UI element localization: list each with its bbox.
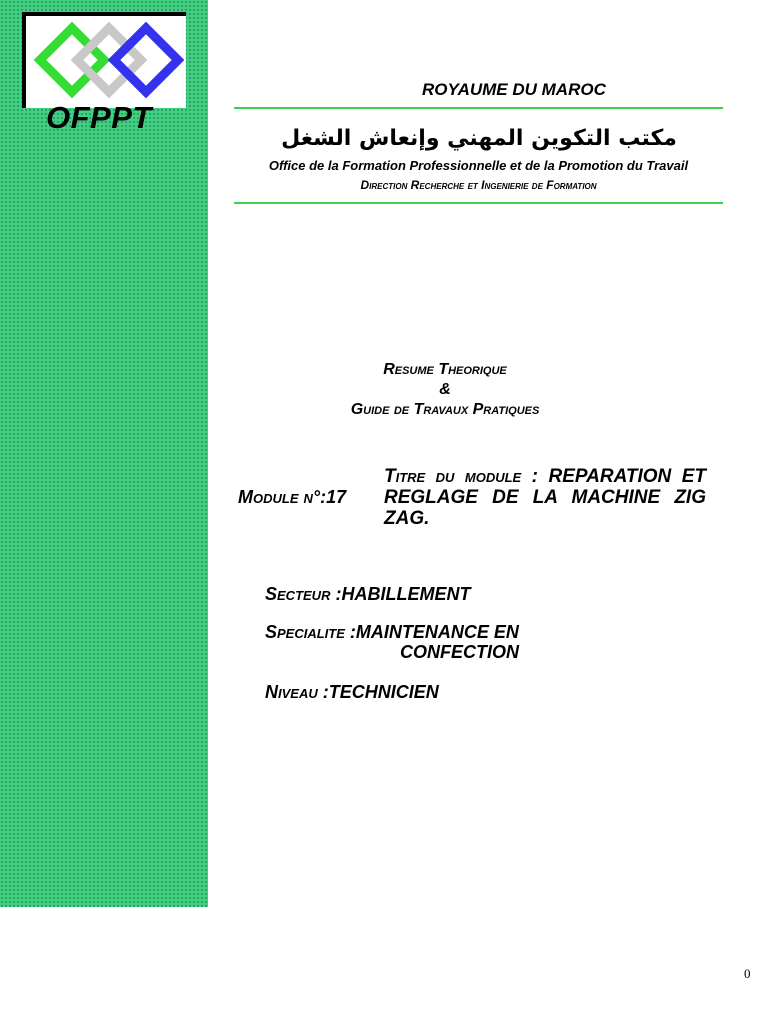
niveau-label: Niveau :: [265, 682, 329, 702]
document-type: [290, 360, 600, 420]
resume-line-2: &: [439, 381, 451, 398]
module-title-value: REPARATION ET REGLAGE DE LA MACHINE ZIG ZAG.: [384, 466, 706, 529]
header-rule-top: [234, 107, 723, 109]
ofppt-logo: [22, 12, 186, 108]
secteur-label: Secteur :: [265, 584, 342, 604]
specialite-value-continued: CONFECTION: [400, 642, 519, 662]
resume-line-1: Resume Theorique: [383, 361, 507, 378]
secteur-value: HABILLEMENT: [341, 584, 471, 604]
logo-diamonds-icon: [34, 22, 184, 100]
country-title: ROYAUME DU MAROC: [422, 80, 606, 99]
specialite-value: MAINTENANCE EN: [355, 622, 519, 642]
specialite-field: [265, 622, 519, 643]
office-name: Office de la Formation Professionnelle et de la Promotion du Travail: [268, 158, 689, 173]
header-rule-bottom: [234, 202, 723, 204]
module-title: [384, 466, 706, 529]
niveau-value: TECHNICIEN: [328, 682, 439, 702]
direction-name: Direction Recherche et Ingenierie de Formation: [360, 178, 597, 192]
specialite-label: Specialite :: [265, 622, 356, 642]
arabic-office-name: مكتب التكوين المهني وإنعاش الشغل: [281, 126, 677, 151]
resume-line-3: Guide de Travaux Pratiques: [350, 401, 540, 418]
logo-text: OFPPT: [46, 100, 152, 135]
module-title-label: Titre du module :: [384, 466, 539, 487]
green-sidebar: [0, 0, 208, 907]
page-number: 0: [744, 966, 751, 981]
niveau-field: [265, 682, 439, 703]
secteur-field: [265, 584, 470, 605]
module-number: Module n°:17: [238, 487, 347, 507]
